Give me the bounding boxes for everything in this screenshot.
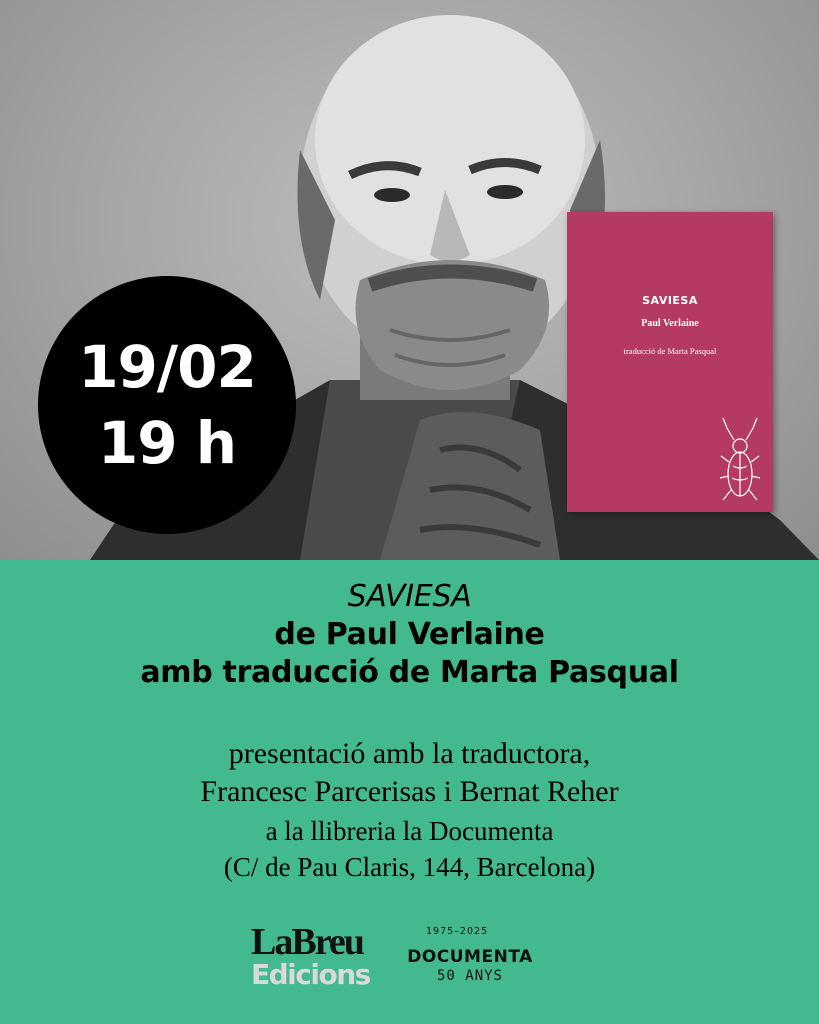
labreu-logo-line1: LaBreu [251,921,363,963]
details-venue: a la llibreria la Documenta [265,816,554,846]
beetle-illustration-icon [719,416,761,508]
date-time-badge [38,276,296,534]
event-details [0,735,819,885]
book-cover [567,212,773,512]
headline-author: de Paul Verlaine [274,617,545,652]
event-headline [0,578,819,692]
book-cover-translator: traducció de Marta Pasqual [623,346,717,356]
documenta-anniversary: 50 ANYS [436,968,503,984]
headline-translator: amb traducció de Marta Pasqual [140,655,679,690]
details-presentation: presentació amb la traductora, [228,737,591,770]
details-address: (C/ de Pau Claris, 144, Barcelona) [223,852,596,882]
event-date: 19/02 [78,333,256,401]
labreu-edicions-logo [251,921,370,991]
details-speakers: Francesc Parcerisas i Bernat Reher [200,775,619,808]
documenta-years: 1975–2025 [426,926,489,937]
documenta-name: DOCUMENTA [407,947,533,967]
headline-book-title: SAVIESA [347,579,472,614]
book-cover-title: SAVIESA [642,294,698,307]
book-cover-author: Paul Verlaine [641,318,699,329]
event-time: 19 h [97,409,237,477]
documenta-logo [400,926,540,984]
labreu-logo-line2: Edicions [251,958,370,991]
